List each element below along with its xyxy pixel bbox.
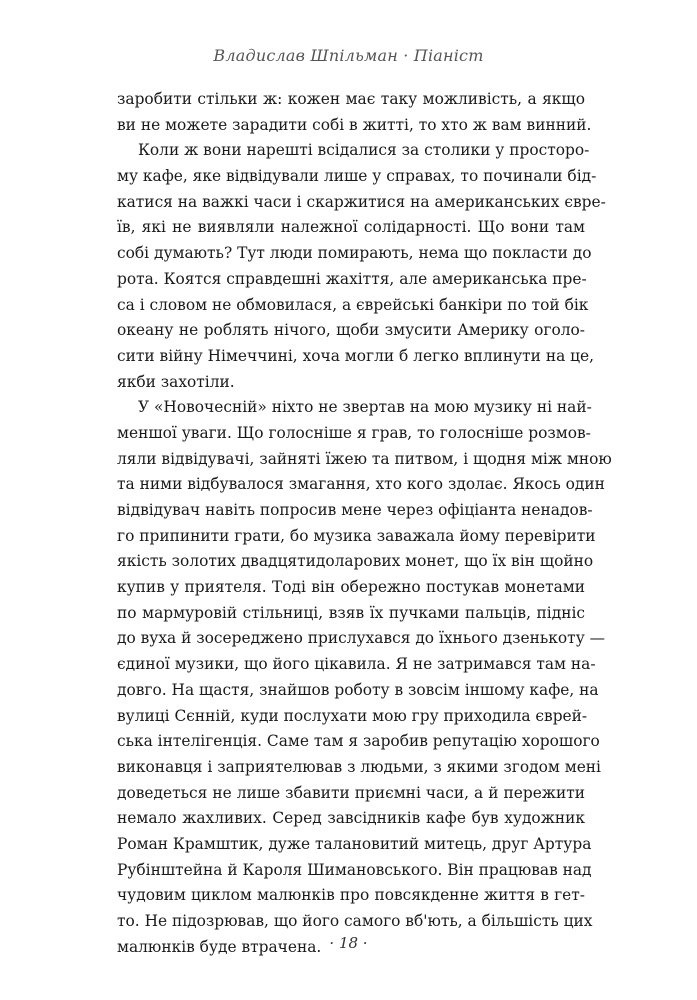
- body-text: [117, 87, 612, 960]
- text-line: заробити стільки ж: кожен має таку можливість, а якщо: [117, 90, 585, 108]
- text-line: чудовим циклом малюнків про повсякденне життя в гет-: [117, 886, 585, 905]
- text-line: меншої уваги. Що голосніше я грав, то голосніше розмов-: [117, 423, 591, 442]
- text-line: рота. Коятся справдешні жахіття, але американська пре-: [117, 269, 587, 288]
- text-line: до вуха й зосереджено прислухався до їхнього дзенькоту —: [117, 629, 606, 648]
- page-number: · 18 ·: [329, 934, 368, 952]
- text-line: го припинити грати, бо музика заважала йому перевірити: [117, 526, 596, 545]
- text-line: Роман Крамштик, дуже талановитий митець, друг Артура: [117, 834, 592, 853]
- text-line: по мармуровій стільниці, взяв їх пучками пальців, підніс: [117, 603, 585, 622]
- text-line: малюнків буде втрачена.: [117, 937, 322, 956]
- text-line: му кафе, яке відвідували лише у справах, то починали бід-: [117, 167, 597, 186]
- paragraph: [117, 87, 592, 138]
- text-line: У «Новочесній» ніхто не звертав на мою музику ні най-: [138, 398, 592, 417]
- text-line: доведеться не лише збавити приємні часи, а й пережити: [117, 783, 585, 802]
- text-line: немало жахливих. Серед завсідників кафе був художник: [117, 809, 585, 828]
- text-line: сити війну Німеччині, хоча могли б легко вплинути на це,: [117, 346, 595, 365]
- text-line: та ними відбувалося змагання, хто кого здолає. Якось один: [117, 475, 605, 494]
- text-line: Рубінштейна й Кароля Шимановського. Він працював над: [117, 860, 592, 879]
- text-line: купив у приятеля. Тоді він обережно постукав монетами: [117, 578, 585, 597]
- text-line: виконавця і заприятелював з людьми, з якими згодом мені: [117, 757, 601, 776]
- text-line: катися на важкі часи і скаржитися на американських євре-: [117, 192, 606, 211]
- text-line: ляли відвідувачі, зайняті їжею та питвом, і щодня між мною: [117, 449, 612, 468]
- text-line: океану не роблять нічого, щоби змусити Америку оголо-: [117, 321, 585, 340]
- text-line: собі думають? Тут люди помирають, нема що покласти до: [117, 244, 592, 263]
- paragraph: [117, 138, 606, 395]
- paragraph: [117, 395, 612, 960]
- text-line: вулиці Сєнній, куди послухати мою гру приходила єврей-: [117, 706, 588, 725]
- running-header: Владислав Шпільман · Піаніст: [213, 46, 484, 65]
- text-line: єдиної музики, що його цікавила. Я не затримався там на-: [117, 655, 596, 674]
- text-line: Коли ж вони нарешті всідалися за столики у просторо-: [138, 141, 590, 160]
- text-line: якби захотіли.: [117, 372, 235, 391]
- text-line: са і словом не обмовилася, а єврейські банкіри по той бік: [117, 295, 589, 314]
- text-line: довго. На щастя, знайшов роботу в зовсім іншому кафе, на: [117, 680, 599, 699]
- text-line: відвідувач навіть попросив мене через офіціанта ненадов-: [117, 501, 593, 519]
- text-line: ська інтелігенція. Саме там я заробив репутацію хорошого: [117, 732, 600, 751]
- text-line: якість золотих двадцятидоларових монет, що їх він щойно: [117, 552, 594, 571]
- text-line: ви не можете зарадити собі в житті, то хто ж вам винний.: [117, 115, 592, 134]
- text-line: то. Не підозрював, що його самого вб'ють, а більшість цих: [117, 912, 593, 930]
- text-line: їв, які не виявляли належної солідарності. Що вони там: [117, 218, 585, 237]
